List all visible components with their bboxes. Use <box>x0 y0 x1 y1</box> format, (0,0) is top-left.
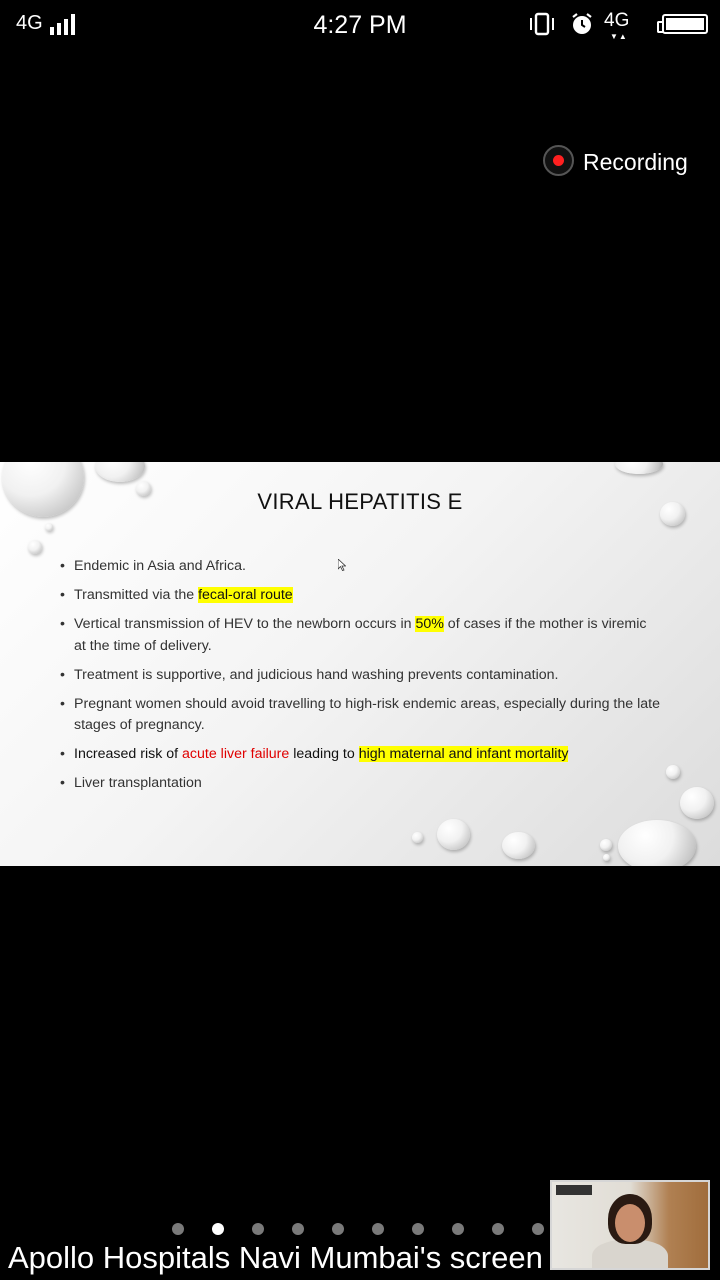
water-drop-decoration <box>615 462 663 474</box>
bullet-item <box>60 665 660 687</box>
data-network-icon <box>604 10 630 41</box>
water-drop-decoration <box>95 462 145 482</box>
page-dot[interactable] <box>412 1223 424 1235</box>
status-bar <box>0 0 720 50</box>
red-emphasis-text: acute liver failure <box>182 746 290 762</box>
bullet-item <box>60 585 660 607</box>
highlighted-text: 50% <box>415 616 444 632</box>
page-indicator[interactable] <box>172 1223 552 1237</box>
bullet-text: of cases if the mother is viremic at the time of delivery. <box>74 616 647 654</box>
bullet-item <box>60 773 660 795</box>
participant-video-thumbnail[interactable] <box>550 1180 710 1270</box>
water-drop-decoration <box>600 839 612 851</box>
page-dot[interactable] <box>172 1223 184 1235</box>
page-dot[interactable] <box>372 1223 384 1235</box>
bullet-item <box>60 744 660 766</box>
bullet-text: Pregnant women should avoid travelling to high-risk endemic areas, especially during the late stages of pregnancy. <box>74 695 660 733</box>
water-drop-decoration <box>666 765 680 779</box>
water-drop-decoration <box>437 819 470 850</box>
highlighted-text: high maternal and infant mortality <box>358 746 569 762</box>
highlighted-text: fecal-oral route <box>198 587 293 603</box>
water-drop-decoration <box>618 820 696 866</box>
bullet-text: Endemic in Asia and Africa. <box>74 558 246 574</box>
water-drop-decoration <box>28 540 42 554</box>
screen-share-label: Apollo Hospitals Navi Mumbai's screen <box>8 1240 543 1275</box>
water-drop-decoration <box>45 523 53 531</box>
bullet-text: Liver transplantation <box>74 775 202 791</box>
water-drop-decoration <box>412 832 423 843</box>
bullet-text: Treatment is supportive, and judicious hand washing prevents contamination. <box>74 666 559 683</box>
page-dot[interactable] <box>452 1223 464 1235</box>
bullet-item <box>60 694 660 737</box>
page-dot[interactable] <box>532 1223 544 1235</box>
bullet-text: Increased risk of <box>74 746 183 762</box>
bullet-item <box>60 556 660 578</box>
page-dot[interactable] <box>252 1223 264 1235</box>
battery-icon <box>662 14 708 34</box>
network-type: 4G <box>16 12 43 34</box>
vibrate-icon <box>528 12 556 36</box>
slide-title: VIRAL HEPATITIS E <box>257 489 463 514</box>
bullet-text: leading to <box>289 746 359 762</box>
water-drop-decoration <box>603 854 610 861</box>
bullet-text: Vertical transmission of HEV to the newborn occurs in <box>74 616 416 632</box>
data-arrows-icon: ▼▲ <box>610 32 628 41</box>
page-dot[interactable] <box>492 1223 504 1235</box>
page-dot[interactable] <box>292 1223 304 1235</box>
water-drop-decoration <box>680 787 714 819</box>
record-icon <box>543 145 574 176</box>
bullet-item <box>60 614 660 657</box>
alarm-icon <box>570 12 594 36</box>
page-dot[interactable] <box>212 1223 224 1235</box>
page-dot[interactable] <box>332 1223 344 1235</box>
water-drop-decoration <box>502 832 535 859</box>
bullet-text: Transmitted via the <box>74 587 199 603</box>
shared-slide <box>0 462 720 866</box>
recording-label: Recording <box>583 149 688 175</box>
clock: 4:27 PM <box>313 11 407 39</box>
data-network-label: 4G <box>604 10 630 31</box>
status-icons <box>528 10 708 40</box>
slide-bullet-list <box>60 556 660 802</box>
